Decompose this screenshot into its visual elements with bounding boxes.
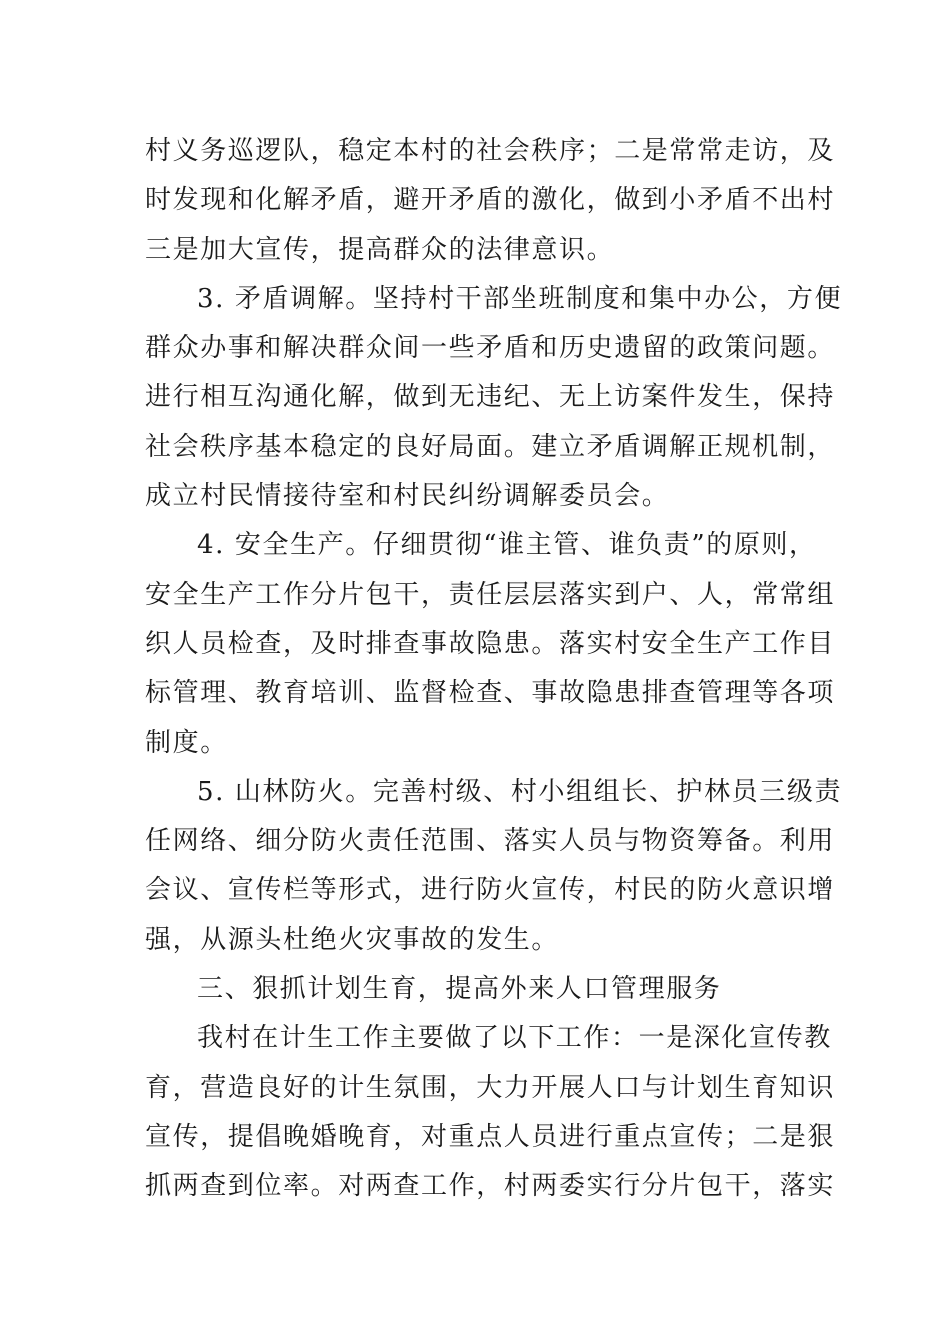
text-line: 成立村民情接待室和村民纠纷调解委员会。 [145,481,670,512]
text-line: 育，营造良好的计生氛围，大力开展人口与计划生育知识 [145,1072,836,1103]
text-line: 织人员检查，及时排查事故隐患。落实村安全生产工作目 [145,628,836,659]
text-line: 三是加大宣传，提高群众的法律意识。 [145,234,615,265]
text-line: 社会秩序基本稳定的良好局面。建立矛盾调解正规机制， [145,431,836,462]
text-line: 会议、宣传栏等形式，进行防火宣传，村民的防火意识增 [145,875,836,906]
text-line: 宣传，提倡晚婚晚育，对重点人员进行重点宣传；二是狠 [145,1121,836,1152]
text-line: 任网络、细分防火责任范围、落实人员与物资筹备。利用 [145,826,836,857]
text-line: 制度。 [145,727,228,758]
text-line: 安全生产工作分片包干，责任层层落实到户、人，常常组 [145,579,836,610]
text-line: 强，从源头杜绝火灾事故的发生。 [145,924,560,955]
paragraph-heading-fire: 5. 山林防火。完善村级、村小组组长、护林员三级责 [197,776,843,807]
text-line: 进行相互沟通化解，做到无违纪、无上访案件发生，保持 [145,382,836,413]
text-line: 群众办事和解决群众间一些矛盾和历史遗留的政策问题。 [145,333,836,364]
paragraph-heading-safety: 4. 安全生产。仔细贯彻“谁主管、谁负责”的原则， [197,530,817,561]
text-line: 我村在计生工作主要做了以下工作：一是深化宣传教 [197,1023,832,1054]
paragraph-heading-mediation: 3. 矛盾调解。坚持村干部坐班制度和集中办公，方便 [197,283,843,314]
section-heading: 三、狠抓计划生育，提高外来人口管理服务 [197,974,722,1005]
text-line: 时发现和化解矛盾，避开矛盾的激化，做到小矛盾不出村 [145,185,836,216]
text-line: 村义务巡逻队，稳定本村的社会秩序；二是常常走访，及 [145,136,836,166]
text-line: 标管理、教育培训、监督检查、事故隐患排查管理等各项 [145,678,836,709]
document-body [145,127,843,1212]
text-line: 抓两查到位率。对两查工作，村两委实行分片包干，落实 [145,1171,836,1202]
